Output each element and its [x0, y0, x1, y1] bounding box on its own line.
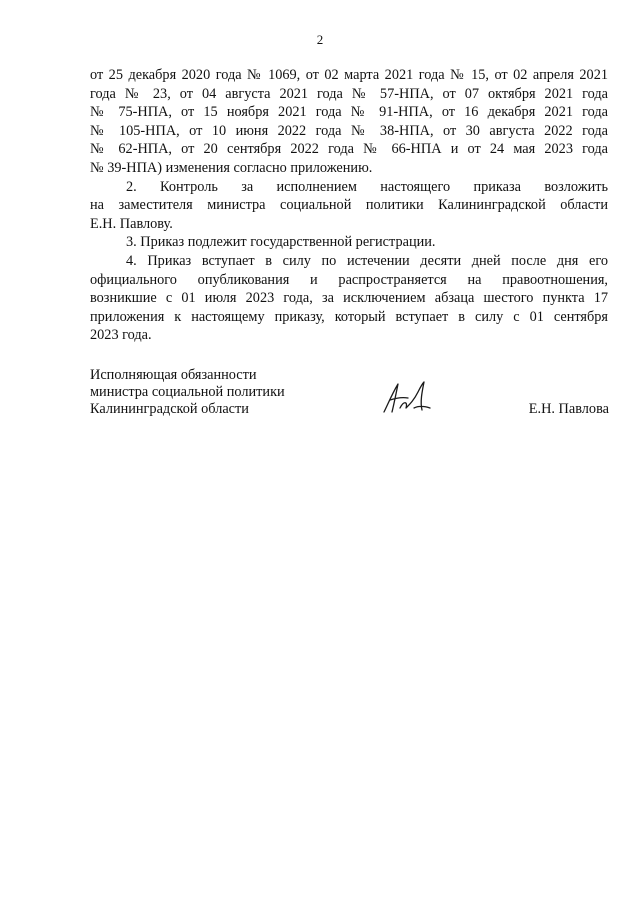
text-line: на заместителя министра социальной политики Калининградской области — [90, 197, 608, 214]
text-line: 2023 года. — [90, 327, 152, 344]
text-line: приложения к настоящему приказу, который вступает в силу с 01 сентября — [90, 308, 608, 325]
signatory-position-line: Калининградской области — [90, 401, 249, 417]
text-line: № 105-НПА, от 10 июня 2022 года № 38-НПА, от 30 августа 2022 года — [90, 122, 608, 139]
text-line: № 75-НПА, от 15 ноября 2021 года № 91-НПА, от 16 декабря 2021 года — [90, 104, 608, 121]
signatory-position-line: министра социальной политики — [90, 384, 285, 400]
text-line: от 25 декабря 2020 года № 1069, от 02 марта 2021 года № 15, от 02 апреля 2021 — [90, 67, 608, 83]
text-line: 2. Контроль за исполнением настоящего приказа возложить — [126, 178, 608, 195]
text-line: 4. Приказ вступает в силу по истечении десяти дней после дня его — [126, 252, 608, 269]
text-line: Е.Н. Павлову. — [90, 215, 173, 232]
text-line: года № 23, от 04 августа 2021 года № 57-НПА, от 07 октября 2021 года — [90, 85, 608, 102]
page-number: 2 — [316, 32, 324, 47]
paragraph-item-4 — [90, 252, 608, 345]
text-line: № 62-НПА, от 20 сентября 2022 года № 66-НПА и от 24 мая 2023 года — [90, 141, 608, 158]
signatory-name: Е.Н. Павлова — [528, 401, 609, 417]
signatory-position-line: Исполняющая обязанности — [90, 367, 257, 383]
text-line: 3. Приказ подлежит государственной регистрации. — [126, 234, 436, 251]
paragraph-continuation — [90, 66, 608, 178]
document-body — [90, 66, 608, 345]
text-line: официального опубликования и распространяется на правоотношения, — [90, 271, 608, 288]
handwritten-signature — [378, 378, 438, 418]
text-line: возникшие с 01 июля 2023 года, за исключением абзаца шестого пункта 17 — [90, 290, 608, 307]
signatory-position — [90, 367, 285, 418]
paragraph-item-2 — [90, 178, 608, 234]
text-line: № 39-НПА) изменения согласно приложению. — [90, 159, 373, 176]
paragraph-item-3 — [90, 233, 608, 252]
